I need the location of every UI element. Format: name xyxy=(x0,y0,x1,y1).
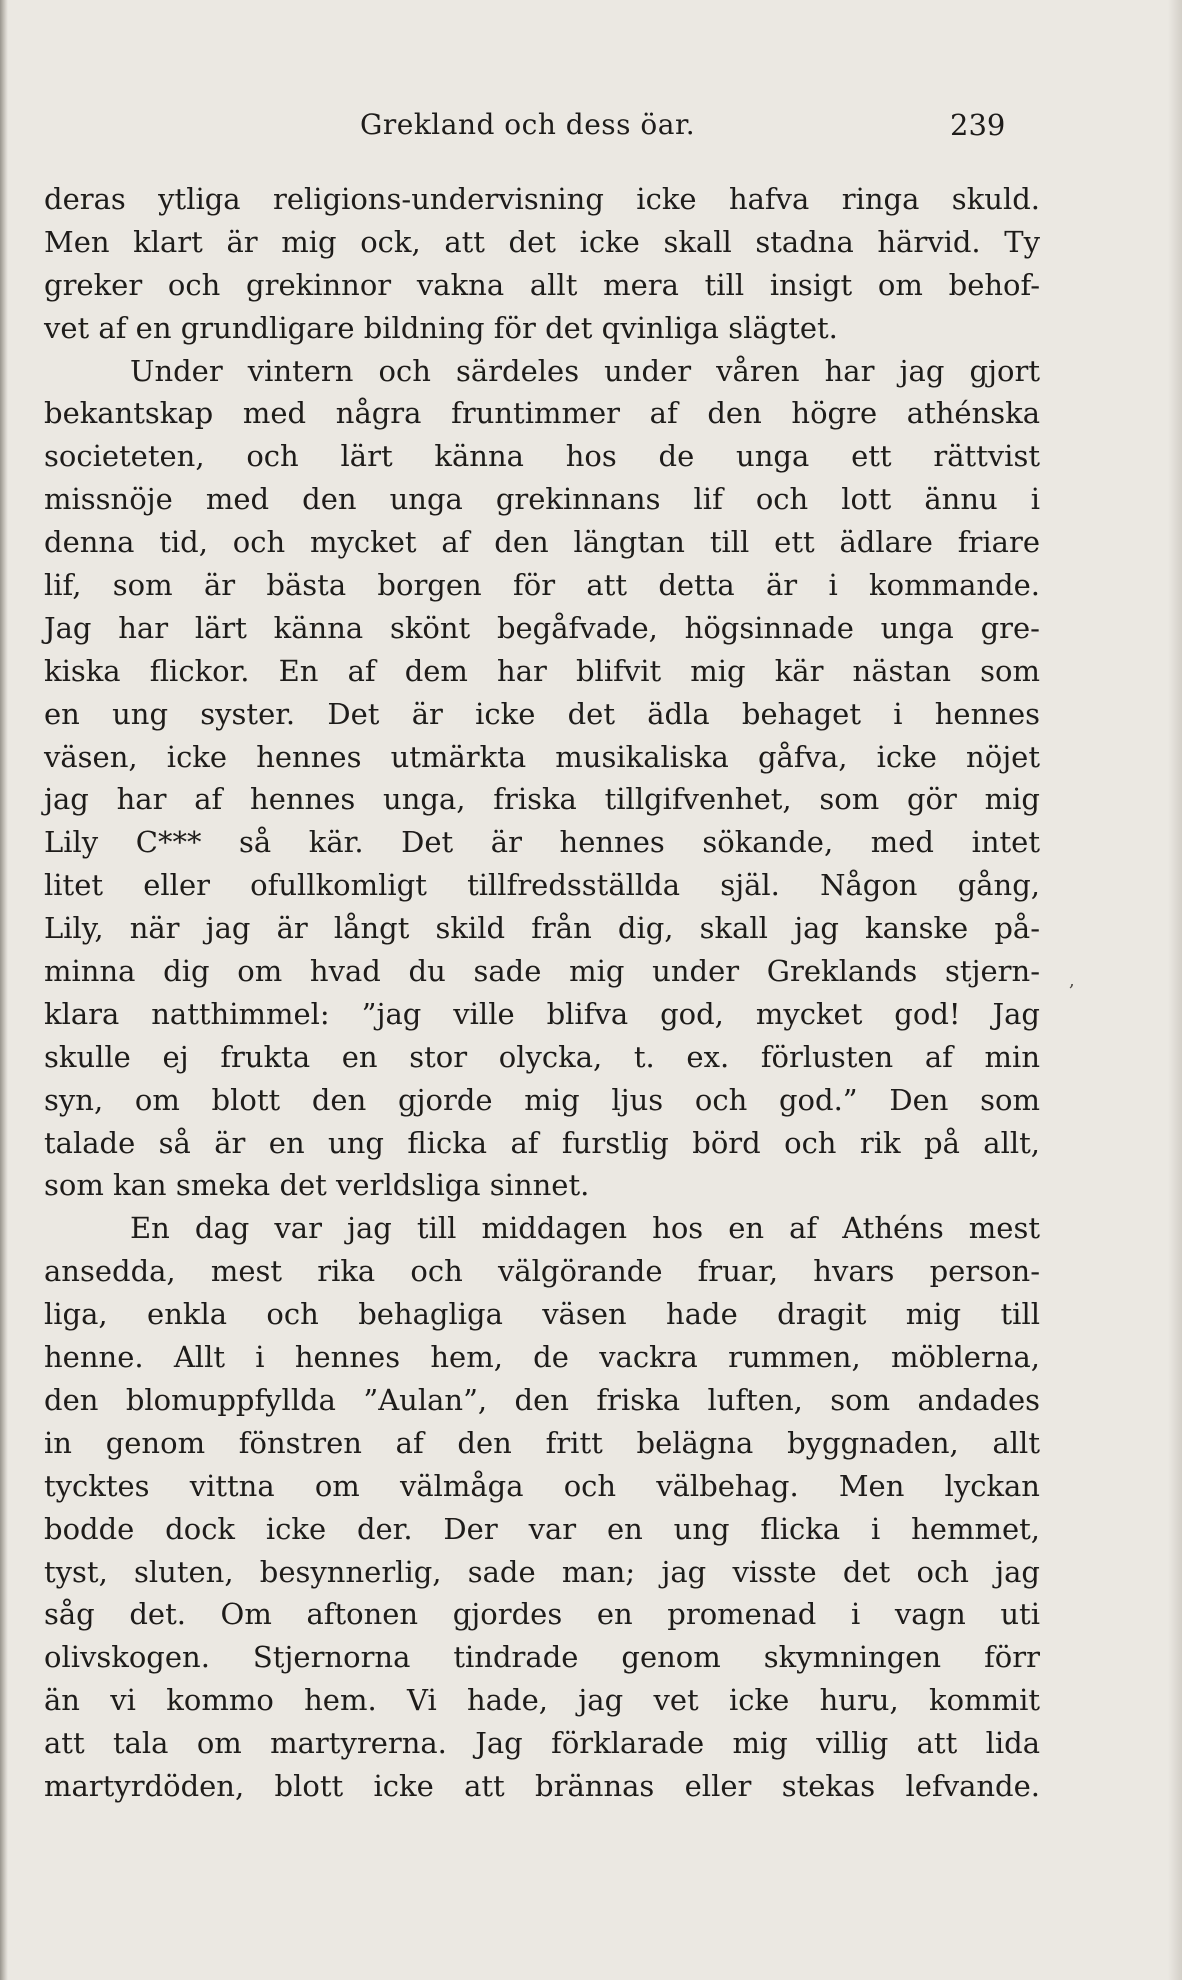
text-line: litet eller ofullkomligt tillfredsställda själ. Någon gång, xyxy=(44,868,1040,903)
text-line: vet af en grundligare bildning för det qvinliga slägtet. xyxy=(44,310,838,345)
text-line: som kan smeka det verldsliga sinnet. xyxy=(44,1168,590,1203)
text-line: bekantskap med några fruntimmer af den högre athénska xyxy=(44,396,1040,431)
page-edge-right xyxy=(1168,0,1182,1980)
text-line: greker och grekinnor vakna allt mera till insigt om behof- xyxy=(44,267,1040,302)
page-number: 239 xyxy=(950,108,1006,142)
text-line: missnöje med den unga grekinnans lif och lott ännu i xyxy=(44,482,1040,517)
text-line: Lily C*** så kär. Det är hennes sökande, med intet xyxy=(44,825,1040,860)
text-line: martyrdöden, blott icke att brännas eller stekas lefvande. xyxy=(44,1768,1040,1803)
running-title: Grekland och dess öar. xyxy=(360,108,696,141)
text-line: klara natthimmel: ”jag ville blifva god, mycket god! Jag xyxy=(44,996,1040,1031)
text-line: ansedda, mest rika och välgörande fruar, hvars person- xyxy=(44,1254,1040,1289)
text-line: henne. Allt i hennes hem, de vackra rummen, möblerna, xyxy=(44,1340,1040,1375)
text-line: en ung syster. Det är icke det ädla behaget i hennes xyxy=(44,696,1040,731)
text-line: att tala om martyrerna. Jag förklarade mig villig att lida xyxy=(44,1726,1040,1761)
text-line: jag har af hennes unga, friska tillgifvenhet, som gör mig xyxy=(44,782,1040,817)
text-line: skulle ej frukta en stor olycka, t. ex. förlusten af min xyxy=(44,1039,1040,1074)
paragraph-start-line: Under vintern och särdeles under våren har jag gjort xyxy=(130,353,1040,388)
text-line: Lily, när jag är långt skild från dig, skall jag kanske på- xyxy=(44,911,1040,946)
margin-mark: , xyxy=(1069,970,1075,991)
text-line: societeten, och lärt känna hos de unga ett rättvist xyxy=(44,439,1040,474)
text-line: lif, som är bästa borgen för att detta är i kommande. xyxy=(44,568,1040,603)
text-line: tycktes vittna om välmåga och välbehag. Men lyckan xyxy=(44,1468,1040,1503)
text-line: väsen, icke hennes utmärkta musikaliska gåfva, icke nöjet xyxy=(44,739,1040,774)
page-edge-left xyxy=(0,0,8,1980)
text-line: minna dig om hvad du sade mig under Greklands stjern- xyxy=(44,954,1040,989)
text-line: liga, enkla och behagliga väsen hade dragit mig till xyxy=(44,1297,1040,1332)
text-line: bodde dock icke der. Der var en ung flicka i hemmet, xyxy=(44,1511,1040,1546)
text-line: talade så är en ung flicka af furstlig börd och rik på allt, xyxy=(44,1125,1040,1160)
text-line: såg det. Om aftonen gjordes en promenad i vagn uti xyxy=(44,1597,1040,1632)
text-line: deras ytliga religions-undervisning icke hafva ringa skuld. xyxy=(44,182,1040,216)
text-line: Men klart är mig ock, att det icke skall stadna härvid. Ty xyxy=(44,224,1040,259)
text-line: än vi kommo hem. Vi hade, jag vet icke huru, kommit xyxy=(44,1683,1040,1718)
paragraph-start-line: En dag var jag till middagen hos en af Athéns mest xyxy=(130,1211,1040,1246)
text-line: tyst, sluten, besynnerlig, sade man; jag visste det och jag xyxy=(44,1554,1040,1589)
text-line: olivskogen. Stjernorna tindrade genom skymningen förr xyxy=(44,1640,1040,1675)
text-line: kiska flickor. En af dem har blifvit mig kär nästan som xyxy=(44,653,1040,688)
text-line: syn, om blott den gjorde mig ljus och god.” Den som xyxy=(44,1082,1040,1117)
text-line: den blomuppfyllda ”Aulan”, den friska luften, som andades xyxy=(44,1382,1040,1417)
text-line: in genom fönstren af den fritt belägna byggnaden, allt xyxy=(44,1425,1040,1460)
text-line: denna tid, och mycket af den längtan till ett ädlare friare xyxy=(44,525,1040,560)
text-line: Jag har lärt känna skönt begåfvade, högsinnade unga gre- xyxy=(44,610,1040,645)
body-text xyxy=(44,178,1040,1808)
